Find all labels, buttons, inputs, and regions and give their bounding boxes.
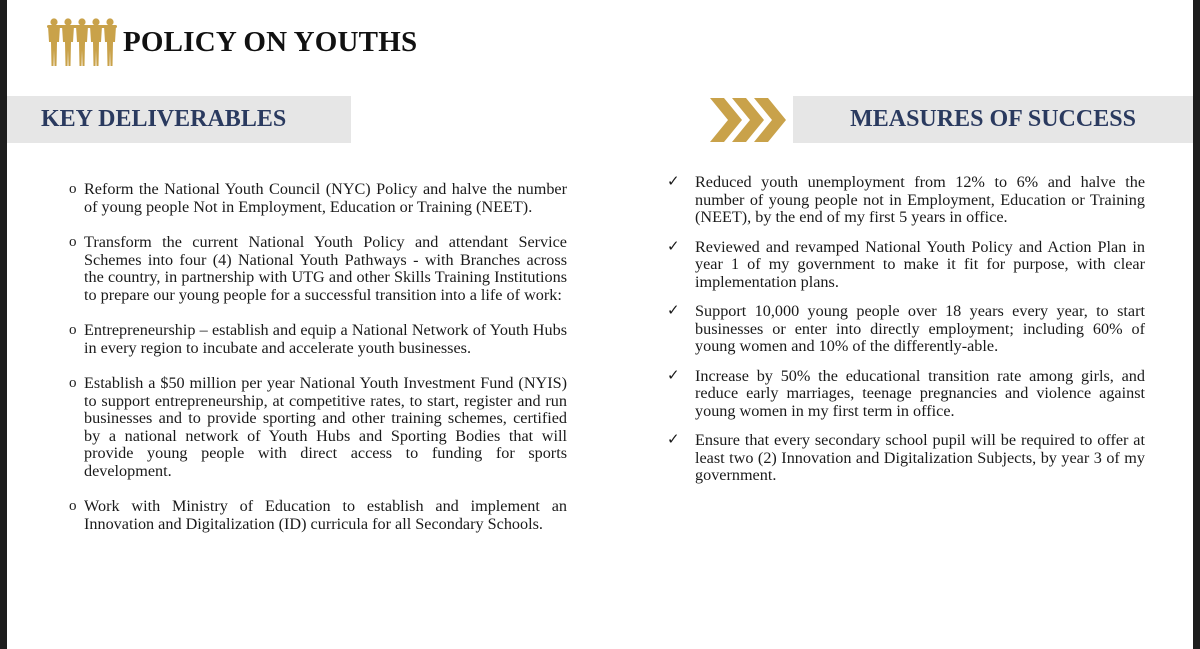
measure-text: Ensure that every secondary school pupil will be required to offer at least two (2) Innovation and Digitalization Subjects, by year 3 of my government. bbox=[695, 431, 1145, 484]
deliverable-text: Transform the current National Youth Policy and attendant Service Schemes into four (4) National Youth Pathways - with Branches across the country, in partnership with UTG and other Skills Training Institutions to prepare our young people for a successful transition into a life of work: bbox=[84, 233, 567, 304]
key-deliverables-list bbox=[69, 181, 567, 551]
bullet-icon: o bbox=[69, 322, 77, 338]
bullet-icon: o bbox=[69, 375, 77, 391]
deliverable-text: Establish a $50 million per year National Youth Investment Fund (NYIS) to support entrepreneurship, at competitive rates, to start, register and run businesses and to provide sporting and other training schemes, certified by a national network of Youth Hubs and Sporting Bodies that will provide young people with direct access to funding for sports development. bbox=[84, 374, 567, 480]
list-item bbox=[69, 375, 567, 480]
key-deliverables-heading: KEY DELIVERABLES bbox=[7, 96, 351, 143]
list-item bbox=[69, 322, 567, 357]
measure-text: Reviewed and revamped National Youth Policy and Action Plan in year 1 of my government to make it fit for purpose, with clear implementation plans. bbox=[695, 237, 1145, 291]
checkmark-icon: ✓ bbox=[667, 238, 680, 255]
measures-of-success-heading: MEASURES OF SUCCESS bbox=[793, 96, 1193, 143]
document-page bbox=[7, 0, 1193, 649]
list-item bbox=[667, 368, 1145, 421]
list-item bbox=[69, 234, 567, 304]
measures-of-success-list bbox=[667, 174, 1145, 497]
checkmark-icon: ✓ bbox=[667, 174, 680, 190]
deliverable-text: Entrepreneurship – establish and equip a National Network of Youth Hubs in every region to incubate and accelerate youth businesses. bbox=[84, 321, 567, 357]
measure-text: Reduced youth unemployment from 12% to 6% and halve the number of young people not in Employment, Education or Training (NEET), by the end of my first 5 years in office. bbox=[695, 173, 1145, 226]
measure-text: Increase by 50% the educational transition rate among girls, and reduce early marriages, teenage pregnancies and violence against young women in my first term in office. bbox=[695, 366, 1145, 420]
bullet-icon: o bbox=[69, 498, 77, 514]
deliverable-text: Reform the National Youth Council (NYC) Policy and halve the number of young people Not in Employment, Education or Training (NEET). bbox=[84, 180, 567, 216]
page-title: POLICY ON YOUTHS bbox=[123, 25, 418, 58]
list-item bbox=[667, 432, 1145, 485]
deliverable-text: Work with Ministry of Education to establish and implement an Innovation and Digitalization (ID) curricula for all Secondary Schools. bbox=[84, 497, 567, 533]
bullet-icon: o bbox=[69, 181, 77, 197]
measure-text: Support 10,000 young people over 18 years every year, to start businesses or enter into directly employment; including 60% of young women and 10% of the differently-able. bbox=[695, 302, 1145, 355]
checkmark-icon: ✓ bbox=[667, 432, 680, 448]
chevron-arrows-icon bbox=[708, 92, 788, 148]
people-group-icon bbox=[47, 16, 117, 68]
list-item bbox=[667, 239, 1145, 292]
title-row bbox=[47, 14, 417, 70]
bullet-icon: o bbox=[69, 234, 77, 250]
checkmark-icon: ✓ bbox=[667, 303, 680, 319]
list-item bbox=[69, 498, 567, 533]
list-item bbox=[667, 303, 1145, 356]
checkmark-icon: ✓ bbox=[667, 367, 680, 384]
list-item bbox=[667, 174, 1145, 227]
list-item bbox=[69, 181, 567, 216]
